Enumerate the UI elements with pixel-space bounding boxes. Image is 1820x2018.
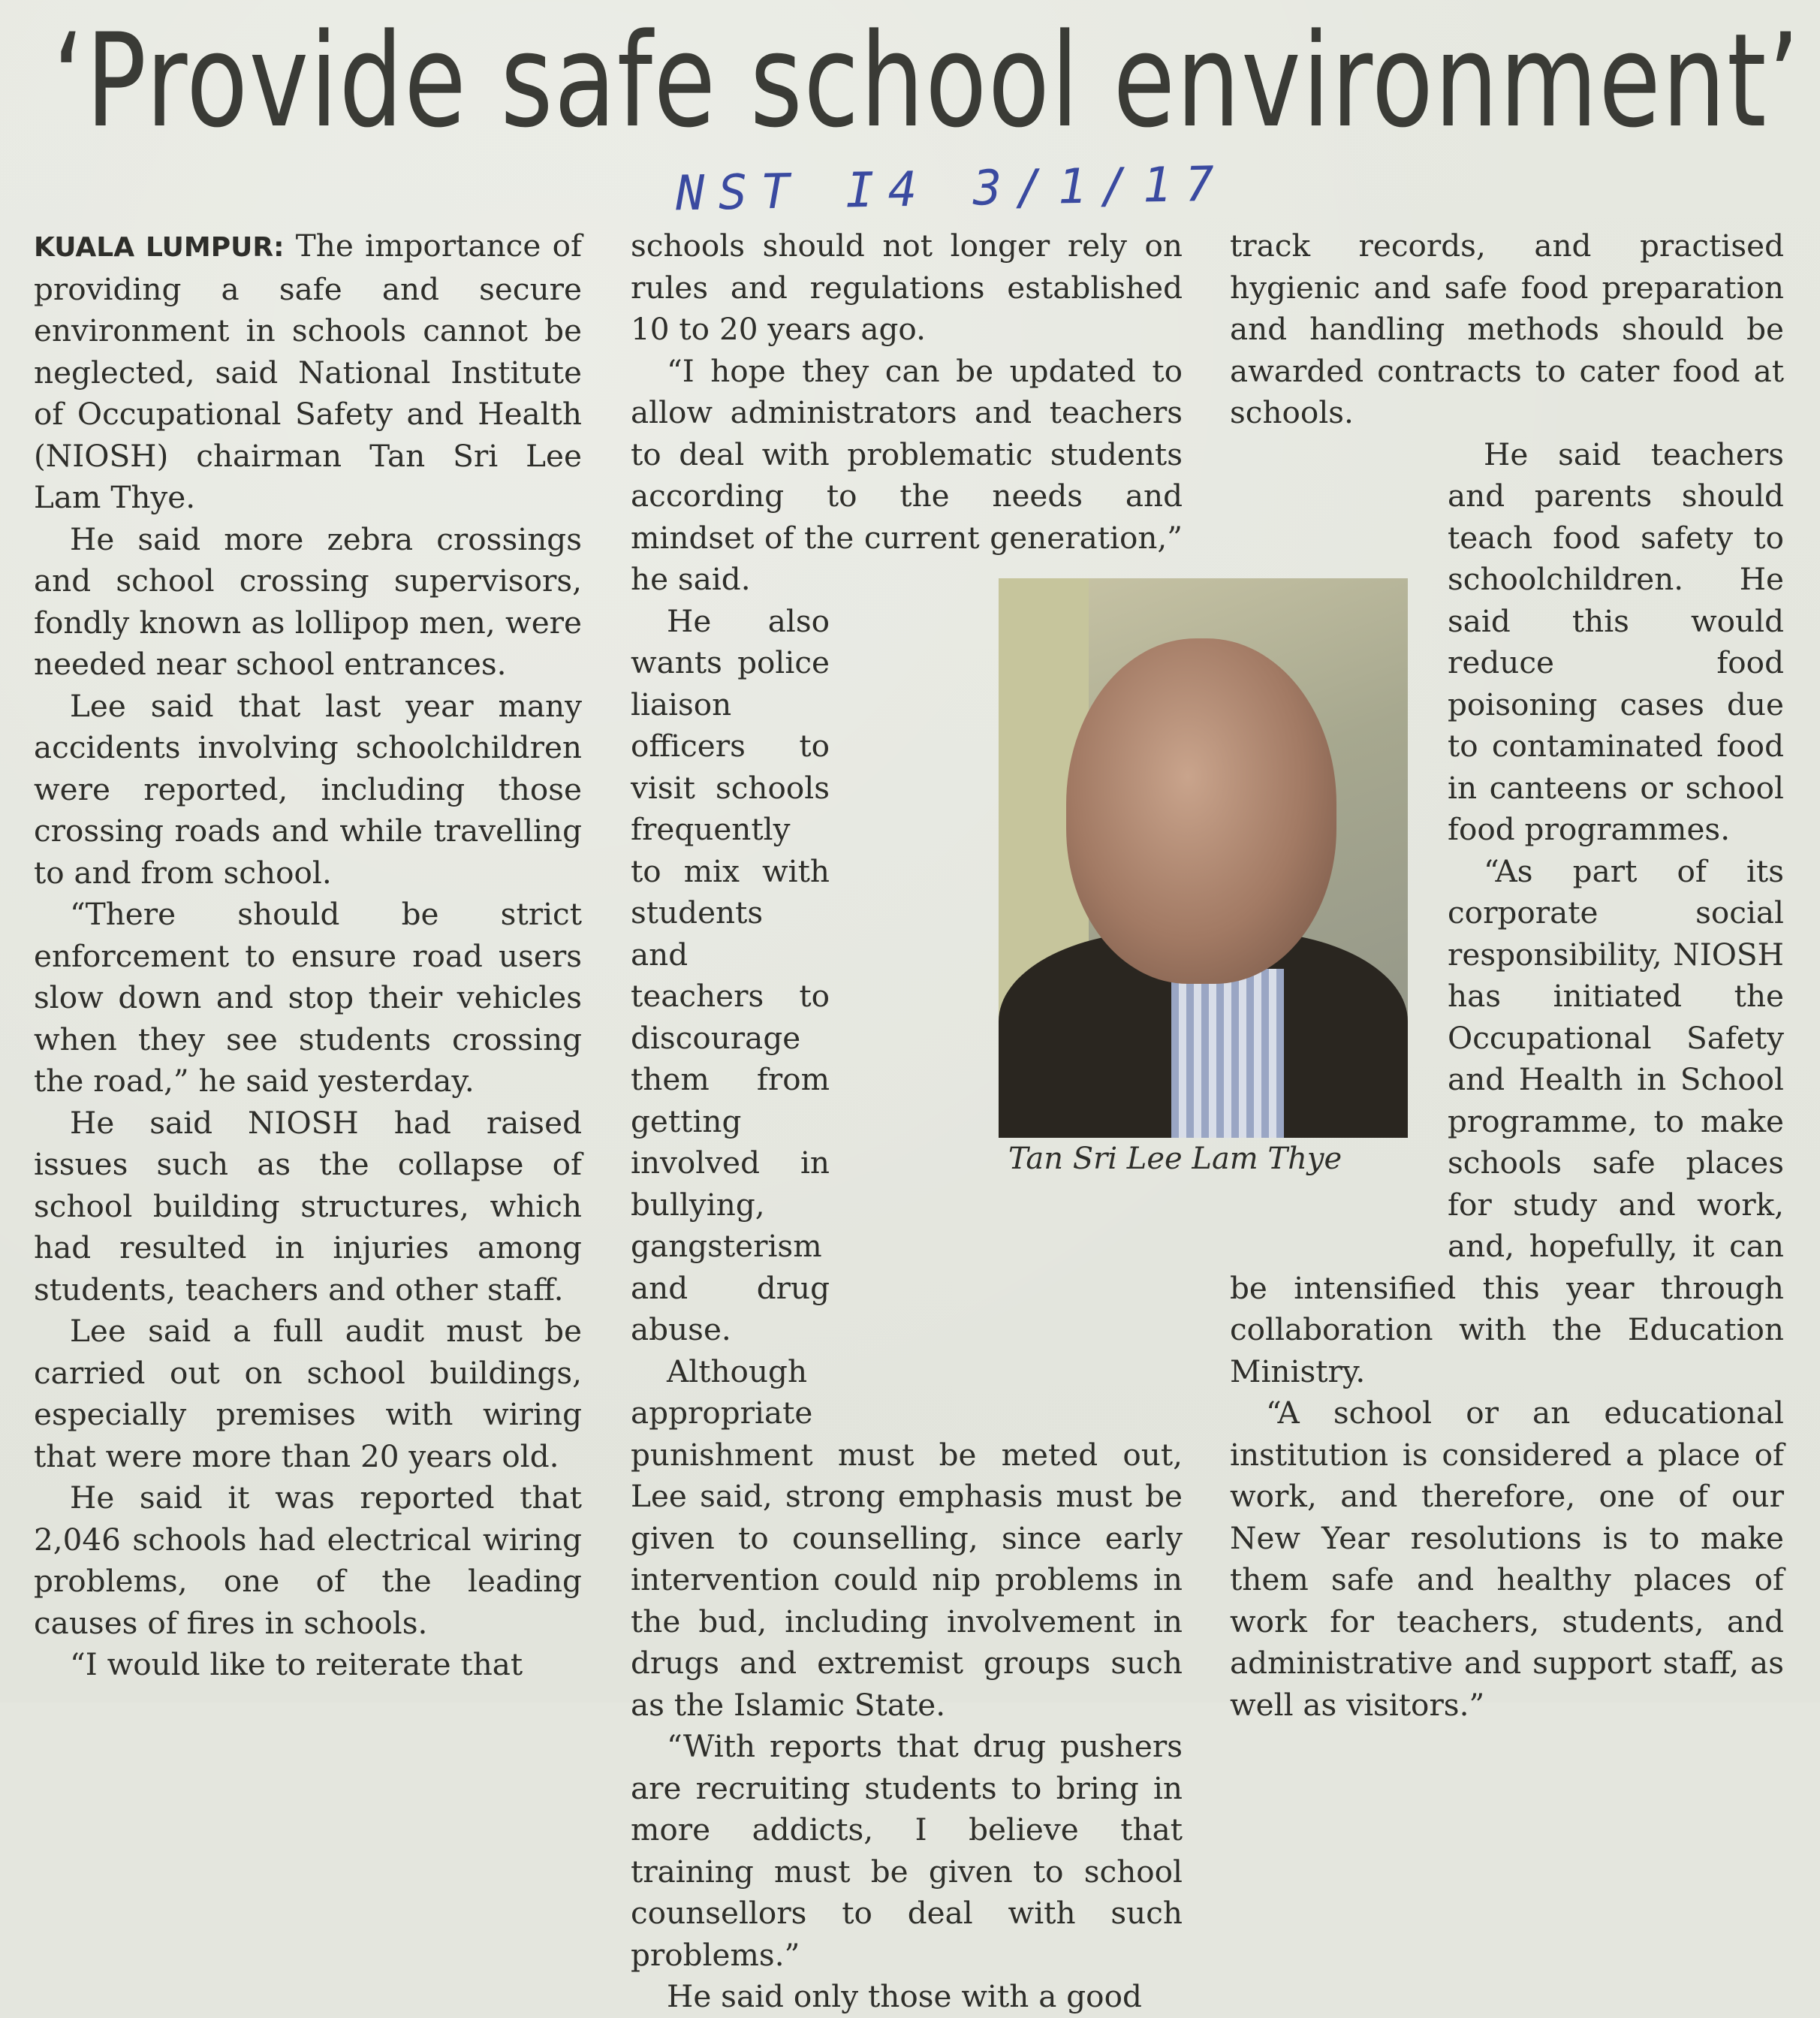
portrait-photo xyxy=(999,578,1408,1138)
paragraph: track records, and practised hygienic and safe food preparation and handling methods should be awarded contracts to cater food at schools. xyxy=(1230,228,1784,430)
paragraph: Lee said a full audit must be carried out on school buildings, especially premises with wiring that were more than 20 years old. xyxy=(34,1313,582,1474)
paragraph: “A school or an educational institution is considered a place of work, and therefore, one of our New Year resolutions is to make them safe and healthy places of work for teachers, students, and administrative and support staff, as well as visitors.” xyxy=(1230,1395,1784,1723)
photo-caption: Tan Sri Lee Lam Thye xyxy=(1008,1142,1342,1176)
paragraph: “With reports that drug pushers are recruiting students to bring in more addicts, I believe that training must be given to school counsellors to deal with such problems.” xyxy=(631,1728,1183,1973)
paragraph-text: The importance of providing a safe and secure environment in schools cannot be neglected, said National Institute of Occupational Safety and Health (NIOSH) chairman Tan Sri Lee Lam Thye. xyxy=(34,228,583,515)
paragraph: He said teachers and parents should teach food safety to schoolchildren. He said this would reduce food poisoning cases due to contaminated food in canteens or school food programmes. xyxy=(1448,436,1784,847)
paragraph: He said only those with a good xyxy=(667,1978,1142,2014)
paragraph: “There should be strict enforcement to ensure road users slow down and stop their vehicles when they see students crossing the road,” he said yesterday. xyxy=(34,896,582,1099)
face xyxy=(1066,638,1336,984)
paragraph: Although appropriate punishment must be meted out, Lee said, strong emphasis must be given to counselling, since early intervention could nip problems in the bud, including involvement in drugs and extremist groups such as the Islamic State. xyxy=(631,1353,1183,1723)
paragraph: “As part of its corporate social responsibility, NIOSH has initiated the Occupational Safety and Health in School programme, to make schools safe places for study and work, and, hopefully, it can be intensified this year through collaboration with the Education Ministry. xyxy=(1230,852,1784,1389)
paragraph: He also wants police liaison officers to visit schools frequently to mix with students and teachers to discourage them from getting involved in bullying, gangsterism and drug abuse. xyxy=(631,602,830,1347)
paragraph: Lee said that last year many accidents involving schoolchildren were reported, including those crossing roads and while travelling to and from school. xyxy=(34,687,582,891)
paragraph: schools should not longer rely on rules and regulations established 10 to 20 years ago. xyxy=(631,228,1183,347)
handwritten-note: NST I4 3/1/17 xyxy=(675,156,1228,222)
paragraph: “I would like to reiterate that xyxy=(70,1646,523,1682)
paragraph: He said more zebra crossings and school crossing supervisors, fondly known as lollipop men, were needed near school entrances. xyxy=(34,520,582,682)
article-column-1 xyxy=(34,225,582,1686)
paragraph: “I hope they can be updated to allow administrators and teachers to deal with problematic students according to the needs and mindset of the current generation,” he said. xyxy=(631,352,1183,597)
headline: ‘Provide safe school environment’ xyxy=(53,5,1801,156)
paragraph: He said NIOSH had raised issues such as the collapse of school building structures, which had resulted in injuries among students, teachers and other staff. xyxy=(34,1104,582,1308)
paragraph: He said it was reported that 2,046 schools had electrical wiring problems, one of the leading causes of fires in schools. xyxy=(34,1480,582,1641)
dateline: KUALA LUMPUR: xyxy=(34,232,285,263)
paragraph xyxy=(34,225,582,519)
